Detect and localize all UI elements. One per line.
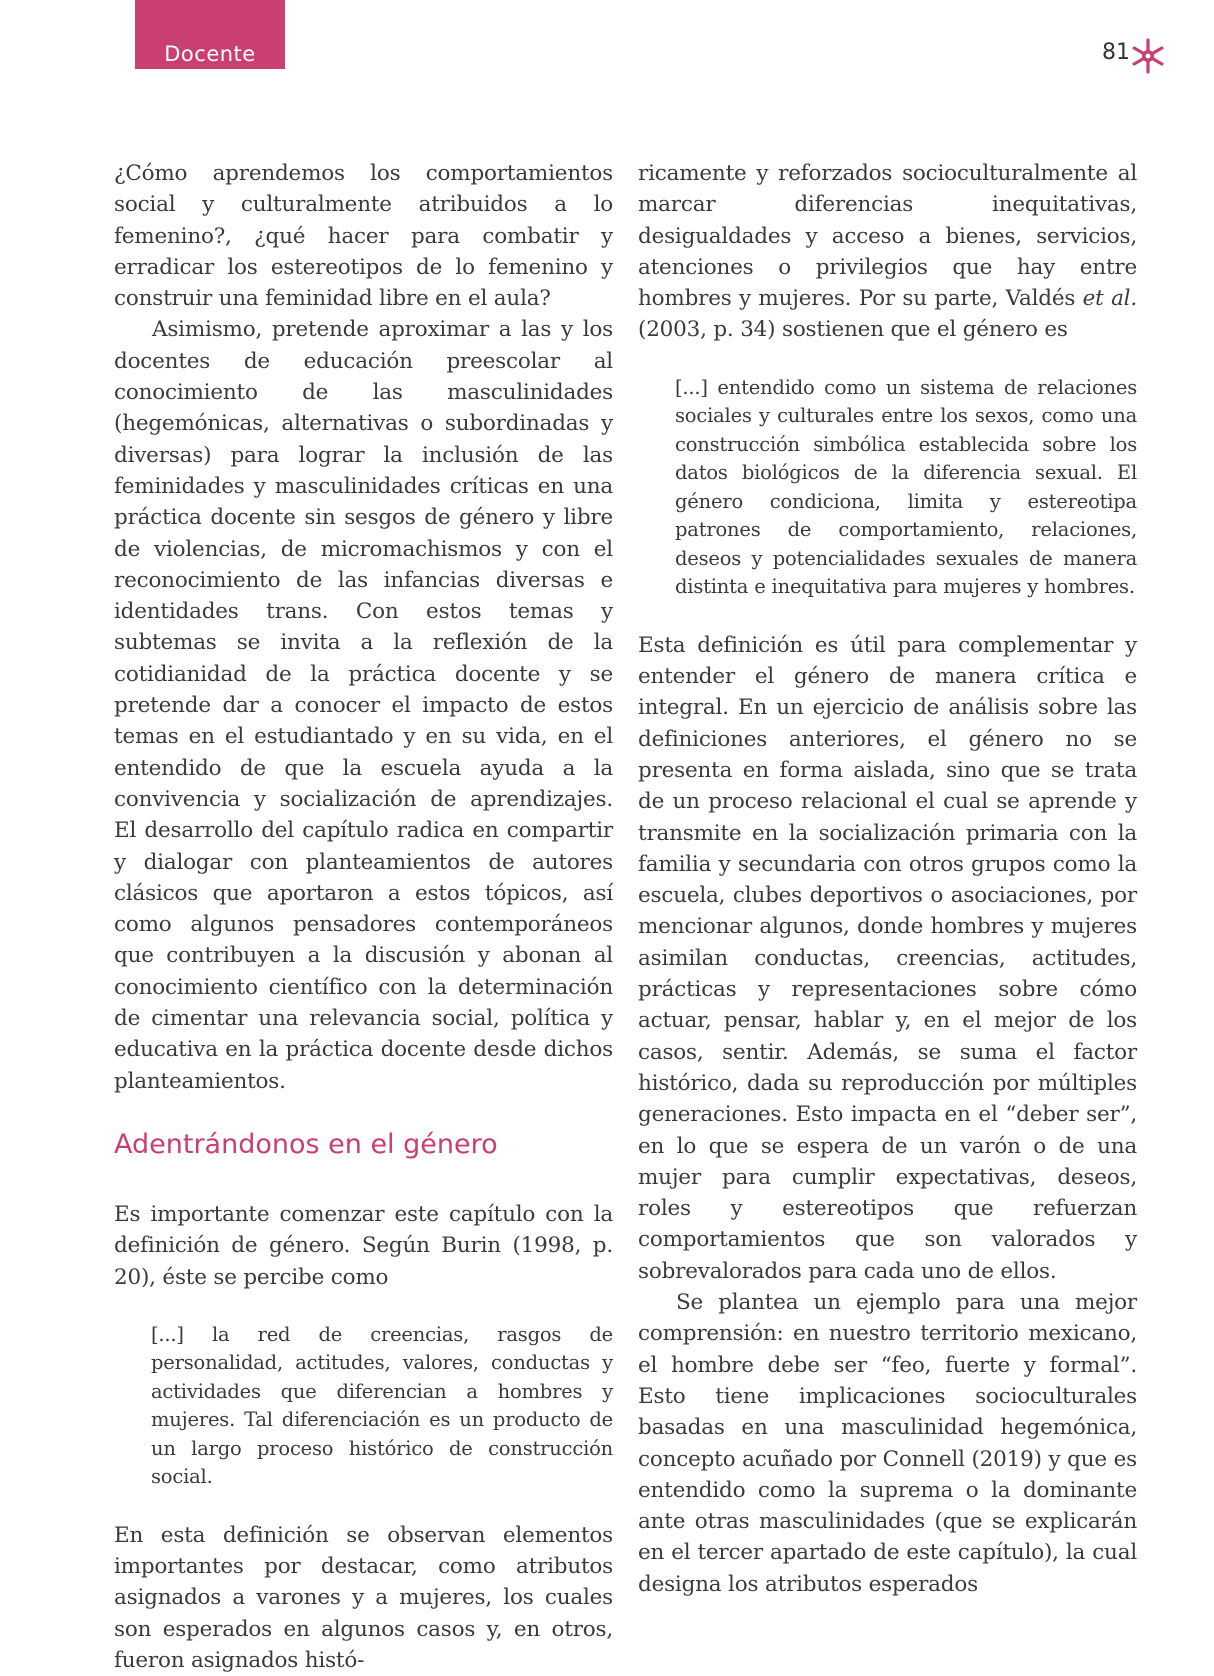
page-number: 81 bbox=[1102, 40, 1130, 65]
paragraph-text: ricamente y reforzados socioculturalmente al marcar diferencias inequitativas, desigualdades y acceso a bienes, servicios, atenciones o privilegios que hay entre hombres y mujeres. Por su parte, Valdés bbox=[638, 161, 1137, 312]
left-column bbox=[114, 158, 613, 1676]
paragraph: Asimismo, pretende aproximar a las y los docentes de educación preescolar al conocimiento de las masculinidades (hegemónicas, alternativas o subordinadas y diversas) para lograr la inclusión de las feminidades y masculinidades críticas en una práctica docente sin sesgos de género y libre de violencias, de micromachismos y con el reconocimiento de las infancias diversas e identidades trans. Con estos temas y subtemas se invita a la reflexión de la cotidianidad de la práctica docente y se pretende dar a conocer el impacto de estos temas en el estudiantado y en su vida, en el entendido de que la escuela ayuda a la convivencia y socialización de aprendizajes. El desarrollo del capítulo radica en compartir y dialogar con planteamientos de autores clásicos que aportaron a estos tópicos, así como algunos pensadores contemporáneos que contribuyen a la discusión y abonan al conocimiento científico con la determinación de cimentar una relevancia social, política y educativa en la práctica docente desde dichos planteamientos. bbox=[114, 317, 613, 1094]
italic-citation: et al. bbox=[1082, 286, 1137, 312]
paragraph: Se plantea un ejemplo para una mejor comprensión: en nuestro territorio mexicano, el hombre debe ser “feo, fuerte y formal”. Esto tiene implicaciones socioculturales basadas en una masculinidad hegemónica, concepto acuñado por Connell (2019) y que es entendido como la suprema o la dominante ante otras masculinidades (que se explicarán en el tercer apartado de este capítulo), la cual designa los atributos esperados bbox=[638, 1290, 1137, 1597]
paragraph bbox=[638, 158, 1137, 346]
paragraph: Es importante comenzar este capítulo con la definición de género. Según Burin (1998, p. 20), éste se percibe como bbox=[114, 1201, 613, 1290]
section-heading: Adentrándonos en el género bbox=[114, 1128, 498, 1160]
right-column bbox=[638, 158, 1137, 1600]
block-quote: [...] entendido como un sistema de relaciones sociales y culturales entre los sexos, como una construcción simbólica establecida sobre los datos biológicos de la diferencia sexual. El género condiciona, limita y estereotipa patrones de comportamiento, relaciones, deseos y potencialidades sexuales de manera distinta e inequitativa para mujeres y hombres. bbox=[675, 375, 1137, 599]
section-label: Docente bbox=[164, 42, 256, 66]
paragraph-text: (2003, p. 34) sostienen que el género es bbox=[638, 317, 1068, 343]
block-quote: [...] la red de creencias, rasgos de personalidad, actitudes, valores, conductas y actividades que diferencian a hombres y mujeres. Tal diferenciación es un producto de un largo proceso histórico de construcción social. bbox=[151, 1322, 613, 1489]
paragraph: En esta definición se observan elementos importantes por destacar, como atributos asignados a varones y a mujeres, los cuales son esperados en algunos casos y, en otros, fueron asignados histó- bbox=[114, 1522, 613, 1673]
paragraph: ¿Cómo aprendemos los comportamientos social y culturalmente atribuidos a lo femenino?, ¿qué hacer para combatir y erradicar los estereotipos de lo femenino y construir una feminidad libre en el aula? bbox=[114, 161, 613, 312]
paragraph: Esta definición es útil para complementar y entender el género de manera crítica e integral. En un ejercicio de análisis sobre las definiciones anteriores, el género no se presenta en forma aislada, sino que se trata de un proceso relacional el cual se aprende y transmite en la socialización primaria con la familia y secundaria con otros grupos como la escuela, clubes deportivos o asociaciones, por mencionar algunos, donde hombres y mujeres asimilan conductas, creencias, actitudes, prácticas y representaciones sobre cómo actuar, pensar, hablar y, en el mejor de los casos, sentir. Además, se suma el factor histórico, dada su reproducción por múltiples generaciones. Esto impacta en el “deber ser”, en lo que se espera de un varón o de una mujer para cumplir expectativas, deseos, roles y estereotipos que refuerzan comportamientos que son valorados y sobrevalorados para cada uno de ellos. bbox=[638, 632, 1137, 1284]
asterisk-ornament-icon bbox=[1130, 38, 1166, 74]
section-tab bbox=[135, 0, 285, 69]
